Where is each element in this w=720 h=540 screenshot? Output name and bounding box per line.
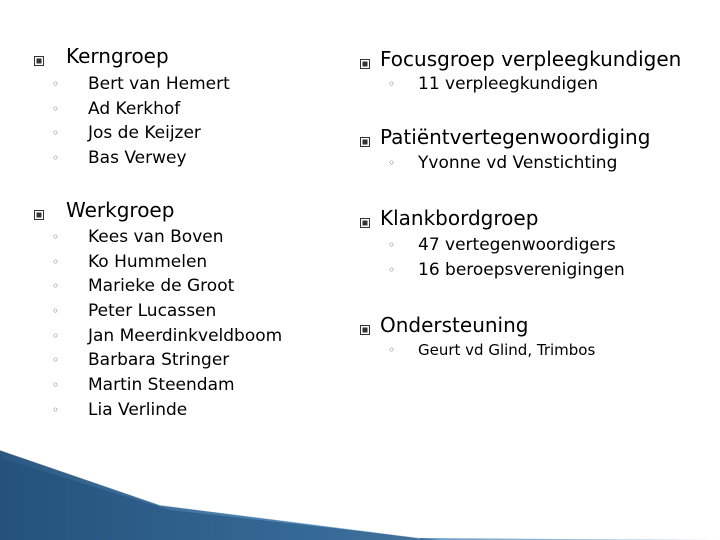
circle-bullet-icon: ◦ <box>52 101 60 116</box>
item-text: 11 verpleegkundigen <box>418 74 599 94</box>
section-title: Kerngroep <box>66 44 169 68</box>
member-name: Jan Meerdinkveldboom <box>88 325 283 346</box>
decorative-wave-band <box>0 450 720 540</box>
member-name: Kees van Boven <box>88 227 224 247</box>
section-title: Klankbordgroep <box>380 206 539 230</box>
section-title: Ondersteuning <box>380 313 529 337</box>
square-bullet-icon <box>360 213 370 223</box>
circle-bullet-icon: ◦ <box>52 328 60 343</box>
square-bullet-icon <box>34 205 44 215</box>
member-name: Bert van Hemert <box>88 74 230 94</box>
member-name: Lia Verlinde <box>88 399 188 420</box>
member-name: Peter Lucassen <box>88 301 217 322</box>
member-name: Ko Hummelen <box>88 251 208 272</box>
item-text: Geurt vd Glind, Trimbos <box>418 341 596 359</box>
circle-bullet-icon: ◦ <box>388 238 396 252</box>
section-title: Focusgroep verpleegkundigen <box>380 47 682 71</box>
circle-bullet-icon: ◦ <box>388 343 396 357</box>
circle-bullet-icon: ◦ <box>388 262 396 277</box>
section-title: Werkgroep <box>66 198 175 222</box>
member-name: Bas Verwey <box>88 148 187 169</box>
section-title: Patiëntvertegenwoordiging <box>380 125 651 149</box>
item-text: Yvonne vd Venstichting <box>418 153 618 173</box>
circle-bullet-icon: ◦ <box>52 77 60 91</box>
item-text: 16 beroepsverenigingen <box>418 259 625 280</box>
item-text: 47 vertegenwoordigers <box>418 235 616 255</box>
circle-bullet-icon: ◦ <box>52 279 60 294</box>
circle-bullet-icon: ◦ <box>52 126 60 141</box>
square-bullet-icon <box>360 54 370 64</box>
square-bullet-icon <box>360 132 370 142</box>
square-bullet-icon <box>360 320 370 330</box>
circle-bullet-icon: ◦ <box>52 353 60 368</box>
circle-bullet-icon: ◦ <box>388 77 396 91</box>
circle-bullet-icon: ◦ <box>52 378 60 393</box>
circle-bullet-icon: ◦ <box>52 230 60 244</box>
square-bullet-icon <box>34 51 44 61</box>
circle-bullet-icon: ◦ <box>52 254 60 269</box>
circle-bullet-icon: ◦ <box>388 156 396 170</box>
member-name: Marieke de Groot <box>88 276 235 297</box>
member-name: Barbara Stringer <box>88 350 230 371</box>
circle-bullet-icon: ◦ <box>52 151 60 166</box>
circle-bullet-icon: ◦ <box>52 402 60 417</box>
member-name: Ad Kerkhof <box>88 98 181 119</box>
member-name: Martin Steendam <box>88 375 235 396</box>
member-name: Jos de Keijzer <box>88 123 201 144</box>
circle-bullet-icon: ◦ <box>52 304 60 319</box>
